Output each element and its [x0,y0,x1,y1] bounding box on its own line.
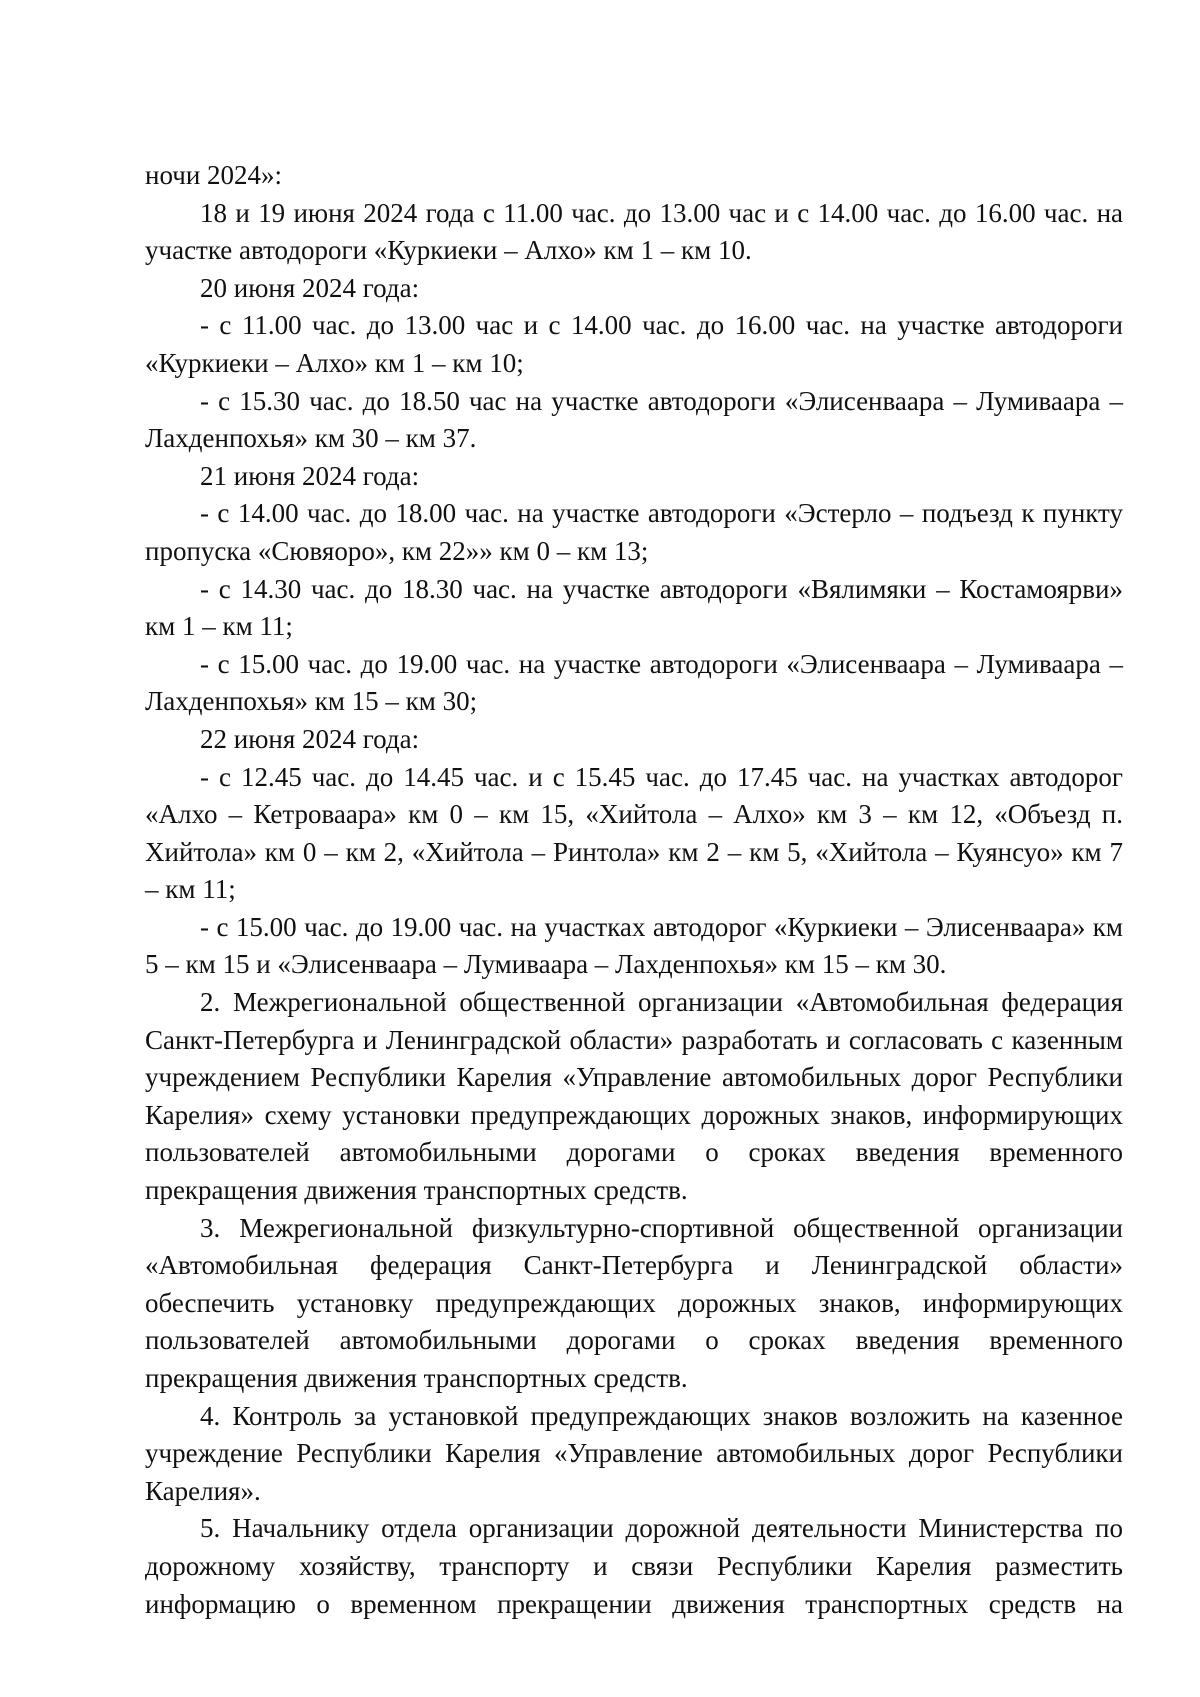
paragraph-june-21-item-2: - с 14.30 час. до 18.30 час. на участке автодороги «Вялимяки – Костамоярви» км 1 – км 11; [145,573,1123,642]
paragraph-june-20-item-1: - с 11.00 час. до 13.00 час и с 14.00 час. до 16.00 час. на участке автодороги «Куркиеки – Алхо» км 1 – км 10; [145,310,1123,378]
paragraph-june-21-item-1: - с 14.00 час. до 18.00 час. на участке автодороги «Эстерло – подъезд к пункту пропуска «Сювяоро», км 22»» км 0 – км 13; [145,498,1123,566]
paragraph-june-18-19: 18 и 19 июня 2024 года с 11.00 час. до 13.00 час и с 14.00 час. до 16.00 час. на участке автодороги «Куркиеки – Алхо» км 1 – км 10. [145,197,1123,266]
paragraph-june-21-heading: 21 июня 2024 года: [200,460,420,491]
paragraph-clause-2: 2. Межрегиональной общественной организации «Автомобильная федерация Санкт-Петербурга и Ленинградской области» разработать и согласовать с казенным учреждением Республики Карелия «Управление автомобильных дорог Республики Карелия» схему установки предупреждающих дорожных знаков, информирующих пользователей автомобильными дорогами о сроках введения временного прекращения движения транспортных средств. [145,987,1123,1206]
document-page [145,157,1123,1623]
paragraph-june-21-item-3: - с 15.00 час. до 19.00 час. на участке автодороги «Элисенваара – Лумиваара – Лахденпохья» км 15 – км 30; [145,648,1123,717]
paragraph-june-22-heading: 22 июня 2024 года: [200,723,420,754]
paragraph-june-22-item-1: - с 12.45 час. до 14.45 час. и с 15.45 час. до 17.45 час. на участках автодорог «Алхо – Кетроваара» км 0 – км 15, «Хийтола – Алхо» км 3 – км 12, «Объезд п. Хийтола» км 0 – км 2, «Хийтола – Ринтола» км 2 – км 5, «Хийтола – Куянсуо» км 7 – км 11; [145,761,1123,905]
paragraph-clause-4: 4. Контроль за установкой предупреждающих знаков возложить на казенное учреждение Республики Карелия «Управление автомобильных дорог Республики Карелия». [145,1400,1123,1506]
paragraph-clause-3: 3. Межрегиональной физкультурно-спортивной общественной организации «Автомобильная федерация Санкт-Петербурга и Ленинградской области» обеспечить установку предупреждающих дорожных знаков, информирующих пользователей автомобильными дорогами о сроках введения временного прекращения движения транспортных средств. [145,1212,1123,1393]
paragraph-continuation: ночи 2024»: [145,160,283,190]
paragraph-june-22-item-2: - с 15.00 час. до 19.00 час. на участках автодорог «Куркиеки – Элисенваара» км 5 – км 15 и «Элисенваара – Лумиваара – Лахденпохья» км 15 – км 30. [145,911,1123,980]
paragraph-june-20-heading: 20 июня 2024 года: [200,272,420,303]
paragraph-clause-5: 5. Начальнику отдела организации дорожной деятельности Министерства по дорожному хозяйству, транспорту и связи Республики Карелия разместить информацию о временном прекращении движения транспортных средств на [145,1513,1123,1619]
paragraph-june-20-item-2: - с 15.30 час. до 18.50 час на участке автодороги «Элисенваара – Лумиваара – Лахденпохья» км 30 – км 37. [145,385,1123,454]
